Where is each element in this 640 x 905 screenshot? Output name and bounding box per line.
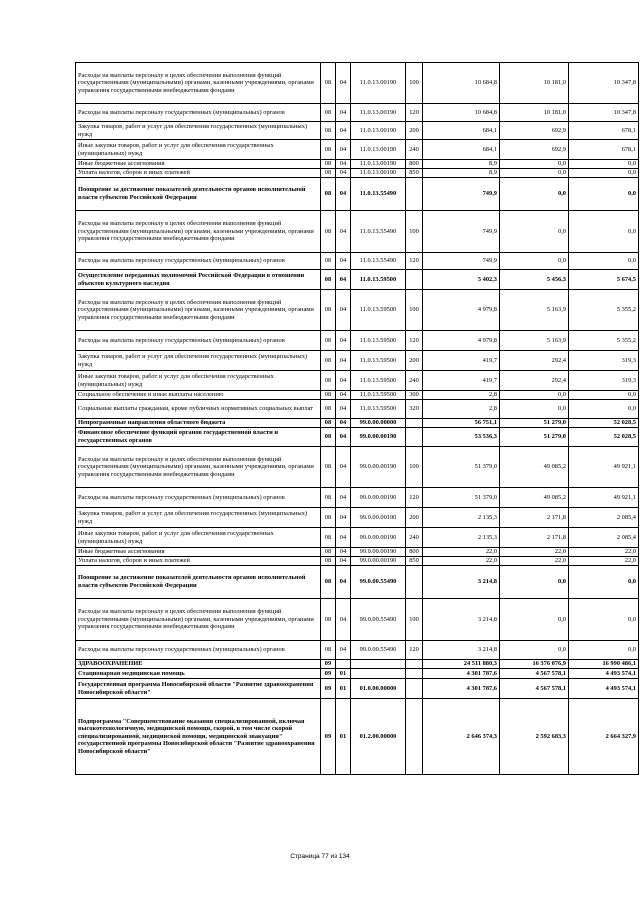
amount-year-1: 2 135,3 xyxy=(423,508,500,528)
amount-year-2: 0,0 xyxy=(500,178,569,211)
subsection-code: 04 xyxy=(336,169,351,178)
amount-year-3: 0,0 xyxy=(569,169,639,178)
subsection-code: 01 xyxy=(336,699,351,775)
table-row xyxy=(76,699,639,775)
section-code: 08 xyxy=(321,508,336,528)
row-name: Расходы на выплаты персоналу государственных (муниципальных) органов xyxy=(76,488,321,508)
target-article-code: 11.0.13.59500 xyxy=(351,331,406,351)
section-code: 08 xyxy=(321,488,336,508)
amount-year-3: 0,0 xyxy=(569,641,639,660)
amount-year-2: 5 456,3 xyxy=(500,270,569,290)
amount-year-3: 49 921,1 xyxy=(569,488,639,508)
amount-year-1: 4 979,8 xyxy=(423,290,500,331)
subsection-code: 04 xyxy=(336,140,351,160)
row-name: Закупка товаров, работ и услуг для обеспечения государственных (муниципальных) нужд xyxy=(76,122,321,140)
target-article-code: 99.0.00.00190 xyxy=(351,447,406,488)
section-code: 08 xyxy=(321,428,336,447)
expense-type-code: 240 xyxy=(406,371,423,391)
row-name: Финансовое обеспечение функций органов государственной власти и государственных органов xyxy=(76,428,321,447)
row-name: Расходы на выплаты персоналу государственных (муниципальных) органов xyxy=(76,331,321,351)
amount-year-1: 51 379,0 xyxy=(423,488,500,508)
section-code: 09 xyxy=(321,660,336,669)
amount-year-2: 22,0 xyxy=(500,548,569,557)
table-row xyxy=(76,599,639,641)
row-name: Иные закупки товаров, работ и услуг для обеспечения государственных (муниципальных) нужд xyxy=(76,140,321,160)
table-row xyxy=(76,160,639,169)
amount-year-2: 0,0 xyxy=(500,641,569,660)
amount-year-1: 4 301 787,6 xyxy=(423,679,500,699)
table-row xyxy=(76,63,639,104)
target-article-code: 11.0.13.00190 xyxy=(351,104,406,122)
row-name: ЗДРАВООХРАНЕНИЕ xyxy=(76,660,321,669)
amount-year-1: 4 301 787,6 xyxy=(423,669,500,679)
page-number: Страница 77 из 134 xyxy=(290,853,350,860)
expense-type-code: 100 xyxy=(406,63,423,104)
amount-year-1: 4 979,8 xyxy=(423,331,500,351)
amount-year-3: 22,0 xyxy=(569,557,639,566)
amount-year-2: 0,0 xyxy=(500,391,569,400)
target-article-code: 11.0.13.00190 xyxy=(351,140,406,160)
expense-type-code xyxy=(406,270,423,290)
target-article-code: 11.0.13.00190 xyxy=(351,169,406,178)
subsection-code: 04 xyxy=(336,488,351,508)
target-article-code: 11.0.13.00190 xyxy=(351,160,406,169)
table-row xyxy=(76,140,639,160)
amount-year-3: 52 028,5 xyxy=(569,419,639,428)
row-name: Расходы на выплаты персоналу в целях обеспечения выполнения функций государственными (муниципальными) органами, казенными учреждениями, органами управления государственными внебюджетными фондами xyxy=(76,290,321,331)
amount-year-3: 2 085,4 xyxy=(569,508,639,528)
section-code: 08 xyxy=(321,599,336,641)
amount-year-1: 22,0 xyxy=(423,557,500,566)
amount-year-1: 24 511 880,3 xyxy=(423,660,500,669)
amount-year-2: 0,0 xyxy=(500,169,569,178)
amount-year-3: 0,0 xyxy=(569,160,639,169)
target-article-code: 01.2.00.00000 xyxy=(351,699,406,775)
expense-type-code xyxy=(406,660,423,669)
expense-type-code: 850 xyxy=(406,557,423,566)
target-article-code: 99.0.00.00190 xyxy=(351,528,406,548)
amount-year-1: 419,7 xyxy=(423,371,500,391)
expense-type-code xyxy=(406,419,423,428)
section-code: 08 xyxy=(321,270,336,290)
amount-year-2: 5 163,9 xyxy=(500,331,569,351)
subsection-code: 04 xyxy=(336,428,351,447)
expense-type-code xyxy=(406,566,423,599)
amount-year-1: 3 214,8 xyxy=(423,599,500,641)
section-code: 08 xyxy=(321,169,336,178)
section-code: 09 xyxy=(321,679,336,699)
section-code: 08 xyxy=(321,641,336,660)
target-article-code: 99.0.00.00190 xyxy=(351,428,406,447)
table-row xyxy=(76,351,639,371)
subsection-code: 04 xyxy=(336,160,351,169)
section-code: 08 xyxy=(321,447,336,488)
section-code: 08 xyxy=(321,331,336,351)
amount-year-1: 8,9 xyxy=(423,169,500,178)
amount-year-1: 3 214,8 xyxy=(423,566,500,599)
amount-year-1: 8,9 xyxy=(423,160,500,169)
expense-type-code: 800 xyxy=(406,160,423,169)
budget-table xyxy=(75,62,639,775)
amount-year-1: 749,9 xyxy=(423,178,500,211)
expense-type-code xyxy=(406,699,423,775)
row-name: Уплата налогов, сборов и иных платежей xyxy=(76,169,321,178)
amount-year-3: 0,0 xyxy=(569,400,639,419)
row-name: Стационарная медицинская помощь xyxy=(76,669,321,679)
expense-type-code: 120 xyxy=(406,253,423,270)
expense-type-code: 320 xyxy=(406,400,423,419)
amount-year-1: 2,8 xyxy=(423,391,500,400)
row-name: Расходы на выплаты персоналу государственных (муниципальных) органов xyxy=(76,253,321,270)
subsection-code: 04 xyxy=(336,528,351,548)
target-article-code: 11.0.13.00190 xyxy=(351,122,406,140)
section-code: 08 xyxy=(321,122,336,140)
amount-year-1: 684,1 xyxy=(423,122,500,140)
section-code: 09 xyxy=(321,699,336,775)
target-article-code: 11.0.13.55490 xyxy=(351,178,406,211)
subsection-code: 04 xyxy=(336,599,351,641)
row-name: Иные бюджетные ассигнования xyxy=(76,160,321,169)
target-article-code: 99.0.00.55490 xyxy=(351,599,406,641)
amount-year-1: 51 379,0 xyxy=(423,447,500,488)
amount-year-2: 0,0 xyxy=(500,599,569,641)
table-row xyxy=(76,566,639,599)
row-name: Поощрение за достижение показателей деятельности органов исполнительной власти субъектов Российской Федерации xyxy=(76,178,321,211)
section-code: 08 xyxy=(321,351,336,371)
table-row xyxy=(76,178,639,211)
target-article-code: 99.0.00.00000 xyxy=(351,419,406,428)
table-row xyxy=(76,211,639,253)
subsection-code: 04 xyxy=(336,253,351,270)
amount-year-3: 319,3 xyxy=(569,351,639,371)
expense-type-code: 850 xyxy=(406,169,423,178)
row-name: Расходы на выплаты персоналу в целях обеспечения выполнения функций государственными (муниципальными) органами, казенными учреждениями, органами управления государственными внебюджетными фондами xyxy=(76,447,321,488)
section-code: 08 xyxy=(321,290,336,331)
amount-year-2: 49 085,2 xyxy=(500,447,569,488)
section-code: 08 xyxy=(321,178,336,211)
subsection-code: 04 xyxy=(336,548,351,557)
amount-year-1: 3 214,8 xyxy=(423,641,500,660)
target-article-code: 99.0.00.00190 xyxy=(351,557,406,566)
target-article-code: 11.0.13.55490 xyxy=(351,253,406,270)
section-code: 08 xyxy=(321,371,336,391)
subsection-code: 04 xyxy=(336,290,351,331)
target-article-code: 11.0.13.00190 xyxy=(351,63,406,104)
amount-year-2: 5 163,9 xyxy=(500,290,569,331)
amount-year-2: 2 592 683,3 xyxy=(500,699,569,775)
expense-type-code: 100 xyxy=(406,599,423,641)
amount-year-2: 0,0 xyxy=(500,211,569,253)
subsection-code: 04 xyxy=(336,371,351,391)
section-code: 08 xyxy=(321,253,336,270)
table-row xyxy=(76,660,639,669)
subsection-code: 04 xyxy=(336,566,351,599)
amount-year-3: 0,0 xyxy=(569,253,639,270)
amount-year-3: 10 347,8 xyxy=(569,63,639,104)
amount-year-3: 10 347,8 xyxy=(569,104,639,122)
section-code: 08 xyxy=(321,104,336,122)
expense-type-code xyxy=(406,669,423,679)
target-article-code xyxy=(351,660,406,669)
section-code: 08 xyxy=(321,160,336,169)
target-article-code: 11.0.13.59500 xyxy=(351,270,406,290)
table-row xyxy=(76,331,639,351)
row-name: Иные закупки товаров, работ и услуг для обеспечения государственных (муниципальных) нужд xyxy=(76,371,321,391)
section-code: 09 xyxy=(321,669,336,679)
amount-year-3: 678,1 xyxy=(569,122,639,140)
expense-type-code: 300 xyxy=(406,391,423,400)
amount-year-3: 2 085,4 xyxy=(569,528,639,548)
subsection-code: 04 xyxy=(336,419,351,428)
target-article-code: 99.0.00.00190 xyxy=(351,548,406,557)
amount-year-1: 5 402,3 xyxy=(423,270,500,290)
amount-year-2: 10 181,0 xyxy=(500,104,569,122)
amount-year-3: 5 355,2 xyxy=(569,290,639,331)
table-row xyxy=(76,548,639,557)
expense-type-code: 200 xyxy=(406,508,423,528)
row-name: Расходы на выплаты персоналу в целях обеспечения выполнения функций государственными (муниципальными) органами, казенными учреждениями, органами управления государственными внебюджетными фондами xyxy=(76,211,321,253)
row-name: Расходы на выплаты персоналу государственных (муниципальных) органов xyxy=(76,104,321,122)
amount-year-3: 49 921,1 xyxy=(569,447,639,488)
amount-year-3: 2 664 327,9 xyxy=(569,699,639,775)
subsection-code: 04 xyxy=(336,63,351,104)
amount-year-2: 0,0 xyxy=(500,400,569,419)
table-row xyxy=(76,290,639,331)
amount-year-2: 0,0 xyxy=(500,160,569,169)
budget-table-body xyxy=(76,63,639,775)
expense-type-code: 100 xyxy=(406,211,423,253)
section-code: 08 xyxy=(321,557,336,566)
amount-year-2: 692,9 xyxy=(500,140,569,160)
row-name: Иные бюджетные ассигнования xyxy=(76,548,321,557)
expense-type-code: 240 xyxy=(406,528,423,548)
subsection-code xyxy=(336,660,351,669)
row-name: Расходы на выплаты персоналу в целях обеспечения выполнения функций государственными (муниципальными) органами, казенными учреждениями, органами управления государственными внебюджетными фондами xyxy=(76,599,321,641)
amount-year-1: 749,9 xyxy=(423,253,500,270)
target-article-code: 99.0.00.55490 xyxy=(351,566,406,599)
expense-type-code xyxy=(406,178,423,211)
table-row xyxy=(76,371,639,391)
amount-year-1: 2,8 xyxy=(423,400,500,419)
amount-year-2: 292,4 xyxy=(500,371,569,391)
table-row xyxy=(76,508,639,528)
amount-year-3: 319,3 xyxy=(569,371,639,391)
table-row xyxy=(76,122,639,140)
table-row xyxy=(76,419,639,428)
expense-type-code: 100 xyxy=(406,447,423,488)
row-name: Поощрение за достижение показателей деятельности органов исполнительной власти субъектов Российской Федерации xyxy=(76,566,321,599)
amount-year-2: 51 279,0 xyxy=(500,428,569,447)
expense-type-code: 120 xyxy=(406,488,423,508)
amount-year-1: 749,9 xyxy=(423,211,500,253)
amount-year-2: 2 171,8 xyxy=(500,508,569,528)
amount-year-3: 0,0 xyxy=(569,599,639,641)
row-name: Иные закупки товаров, работ и услуг для обеспечения государственных (муниципальных) нужд xyxy=(76,528,321,548)
amount-year-3: 4 493 574,1 xyxy=(569,679,639,699)
amount-year-2: 16 376 076,9 xyxy=(500,660,569,669)
amount-year-1: 2 646 374,3 xyxy=(423,699,500,775)
section-code: 08 xyxy=(321,211,336,253)
section-code: 08 xyxy=(321,419,336,428)
row-name: Непрограммные направления областного бюджета xyxy=(76,419,321,428)
table-row xyxy=(76,391,639,400)
amount-year-1: 419,7 xyxy=(423,351,500,371)
amount-year-3: 52 028,5 xyxy=(569,428,639,447)
row-name: Расходы на выплаты персоналу в целях обеспечения выполнения функций государственными (муниципальными) органами, казенными учреждениями, органами управления государственными внебюджетными фондами xyxy=(76,63,321,104)
amount-year-1: 22,0 xyxy=(423,548,500,557)
target-article-code xyxy=(351,669,406,679)
amount-year-3: 5 355,2 xyxy=(569,331,639,351)
target-article-code: 99.0.00.55490 xyxy=(351,641,406,660)
row-name: Осуществление переданных полномочий Российской Федерации в отношении объектов культурного наследия xyxy=(76,270,321,290)
row-name: Государственная программа Новосибирской области "Развитие здравоохранения Новосибирской области" xyxy=(76,679,321,699)
amount-year-2: 0,0 xyxy=(500,566,569,599)
target-article-code: 11.0.13.59500 xyxy=(351,391,406,400)
table-row xyxy=(76,169,639,178)
expense-type-code: 240 xyxy=(406,140,423,160)
subsection-code: 04 xyxy=(336,178,351,211)
table-row xyxy=(76,669,639,679)
row-name: Закупка товаров, работ и услуг для обеспечения государственных (муниципальных) нужд xyxy=(76,508,321,528)
amount-year-3: 22,0 xyxy=(569,548,639,557)
target-article-code: 11.0.13.59500 xyxy=(351,371,406,391)
expense-type-code: 200 xyxy=(406,122,423,140)
amount-year-2: 51 279,0 xyxy=(500,419,569,428)
amount-year-3: 678,1 xyxy=(569,140,639,160)
amount-year-1: 684,1 xyxy=(423,140,500,160)
amount-year-1: 56 751,1 xyxy=(423,419,500,428)
expense-type-code xyxy=(406,679,423,699)
amount-year-2: 2 171,8 xyxy=(500,528,569,548)
amount-year-3: 0,0 xyxy=(569,566,639,599)
amount-year-3: 5 674,5 xyxy=(569,270,639,290)
amount-year-1: 10 684,8 xyxy=(423,63,500,104)
table-row xyxy=(76,104,639,122)
target-article-code: 99.0.00.00190 xyxy=(351,508,406,528)
subsection-code: 04 xyxy=(336,447,351,488)
table-row xyxy=(76,270,639,290)
target-article-code: 11.0.13.59500 xyxy=(351,400,406,419)
amount-year-2: 4 567 578,1 xyxy=(500,679,569,699)
subsection-code: 04 xyxy=(336,104,351,122)
amount-year-3: 0,0 xyxy=(569,211,639,253)
amount-year-3: 16 990 486,1 xyxy=(569,660,639,669)
amount-year-2: 292,4 xyxy=(500,351,569,371)
subsection-code: 04 xyxy=(336,331,351,351)
row-name: Уплата налогов, сборов и иных платежей xyxy=(76,557,321,566)
amount-year-2: 10 181,0 xyxy=(500,63,569,104)
table-row xyxy=(76,641,639,660)
amount-year-1: 53 536,3 xyxy=(423,428,500,447)
section-code: 08 xyxy=(321,391,336,400)
table-row xyxy=(76,447,639,488)
table-row xyxy=(76,400,639,419)
subsection-code: 01 xyxy=(336,669,351,679)
section-code: 08 xyxy=(321,566,336,599)
subsection-code: 04 xyxy=(336,211,351,253)
target-article-code: 99.0.00.00190 xyxy=(351,488,406,508)
amount-year-2: 49 085,2 xyxy=(500,488,569,508)
amount-year-1: 10 684,8 xyxy=(423,104,500,122)
expense-type-code: 120 xyxy=(406,641,423,660)
section-code: 08 xyxy=(321,63,336,104)
amount-year-3: 4 493 574,1 xyxy=(569,669,639,679)
target-article-code: 11.0.13.55490 xyxy=(351,211,406,253)
table-row xyxy=(76,253,639,270)
table-row xyxy=(76,488,639,508)
subsection-code: 04 xyxy=(336,508,351,528)
amount-year-3: 0,0 xyxy=(569,391,639,400)
amount-year-3: 0,0 xyxy=(569,178,639,211)
subsection-code: 04 xyxy=(336,641,351,660)
subsection-code: 04 xyxy=(336,351,351,371)
expense-type-code: 120 xyxy=(406,104,423,122)
amount-year-2: 692,9 xyxy=(500,122,569,140)
target-article-code: 11.0.13.59500 xyxy=(351,290,406,331)
section-code: 08 xyxy=(321,548,336,557)
expense-type-code: 200 xyxy=(406,351,423,371)
subsection-code: 04 xyxy=(336,400,351,419)
amount-year-2: 0,0 xyxy=(500,253,569,270)
section-code: 08 xyxy=(321,528,336,548)
amount-year-1: 2 135,3 xyxy=(423,528,500,548)
subsection-code: 01 xyxy=(336,679,351,699)
subsection-code: 04 xyxy=(336,122,351,140)
table-row xyxy=(76,557,639,566)
subsection-code: 04 xyxy=(336,270,351,290)
target-article-code: 11.0.13.59500 xyxy=(351,351,406,371)
expense-type-code: 100 xyxy=(406,290,423,331)
subsection-code: 04 xyxy=(336,557,351,566)
row-name: Социальные выплаты гражданам, кроме публичных нормативных социальных выплат xyxy=(76,400,321,419)
expense-type-code: 120 xyxy=(406,331,423,351)
table-row xyxy=(76,428,639,447)
table-row xyxy=(76,679,639,699)
row-name: Расходы на выплаты персоналу государственных (муниципальных) органов xyxy=(76,641,321,660)
section-code: 08 xyxy=(321,400,336,419)
row-name: Социальное обеспечение и иные выплаты населению xyxy=(76,391,321,400)
amount-year-2: 22,0 xyxy=(500,557,569,566)
expense-type-code xyxy=(406,428,423,447)
expense-type-code: 800 xyxy=(406,548,423,557)
subsection-code: 04 xyxy=(336,391,351,400)
target-article-code: 01.0.00.00000 xyxy=(351,679,406,699)
row-name: Закупка товаров, работ и услуг для обеспечения государственных (муниципальных) нужд xyxy=(76,351,321,371)
section-code: 08 xyxy=(321,140,336,160)
table-row xyxy=(76,528,639,548)
amount-year-2: 4 567 578,1 xyxy=(500,669,569,679)
row-name: Подпрограмма "Совершенствование оказания специализированной, включая высокотехнологичную, медицинской помощи, скорой, в том числе скорой специализированной, медицинской помощи, медицинской эвакуации" государственной программы Новосибирской области "Развитие здравоохранения Новосибирской области" xyxy=(76,699,321,775)
